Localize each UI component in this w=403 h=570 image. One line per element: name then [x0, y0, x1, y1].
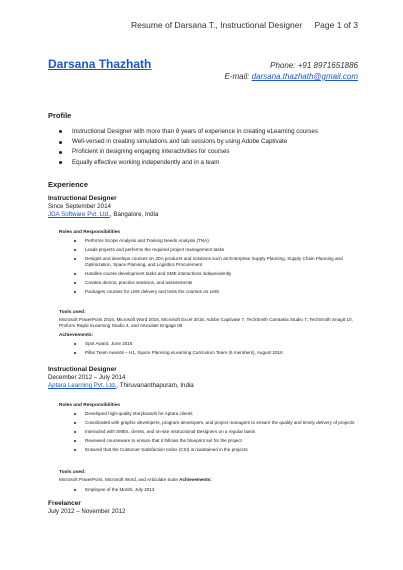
- tools-text: Microsoft PowerPoint, Microsoft Word, and Articulate Suite: [59, 477, 180, 482]
- list-item: Ensured that the Customer Satisfaction Index (CSI) is maintained in the projects: [59, 447, 359, 453]
- job-entry: [48, 500, 368, 516]
- tools-line: [59, 477, 359, 483]
- list-item: Well-versed in creating simulations and lab sessions by using Adobe Captivate: [48, 137, 368, 147]
- list-item: Equally effective working independently and in a team: [48, 158, 368, 168]
- email-line: [224, 71, 358, 82]
- job-dates: July 2012 – November 2012: [48, 508, 126, 515]
- roles-heading: Roles and Responsibilities: [59, 230, 121, 235]
- email-label: E-mail:: [224, 72, 250, 81]
- achievements-list: [59, 487, 359, 496]
- document-title: Resume of Darsana T., Instructional Designer: [131, 20, 303, 30]
- experience-heading: Experience: [48, 180, 89, 189]
- list-item: Pillar Team Awards – H1, Space Planning eLearning Curriculum Team (6 members), August 2016: [59, 350, 359, 356]
- page-number: Page 1 of 3: [314, 20, 358, 30]
- list-item: Spot Award, June 2016: [59, 341, 359, 347]
- job-entry: [48, 195, 368, 219]
- job-company-line: [48, 382, 368, 390]
- profile-list: [48, 127, 368, 168]
- company-link[interactable]: Aptara Learning Pvt. Ltd.: [48, 382, 117, 389]
- job-title: Freelancer: [48, 500, 81, 507]
- job-entry: [48, 366, 368, 390]
- list-item: Leads projects and performs the required project management tasks: [59, 247, 359, 253]
- email-link[interactable]: darsana.thazhath@gmail.com: [251, 72, 358, 81]
- job-location: , Bangalore, India: [109, 211, 159, 218]
- phone-number: Phone: +91 8971651886: [270, 61, 358, 70]
- list-item: Employee of the Month, July 2013: [59, 487, 359, 493]
- list-item: Packages courses for LMS delivery and tests the courses on LMS: [59, 289, 359, 295]
- tools-text: Microsoft PowerPoint 2016, Microsoft Word 2016, Microsoft Excel 2016, Adobe Captivate 7, TechSmith Camtasia Studio 7, TechSmith SnagIt 10, Proform Rapid eLearning Studio 4, and Articulate Engage 09: [59, 317, 353, 329]
- list-item: Handles course development tasks and SME interactions independently: [59, 271, 359, 277]
- list-item: Performs Scope Analysis and Training Needs Analysis (TNA): [59, 238, 359, 244]
- roles-list: [59, 238, 359, 298]
- list-item: Instructional Designer with more than 8 years of experience in creating eLearning courses: [48, 127, 368, 137]
- list-item: Developed high-quality storyboards for Aptara clients: [59, 411, 359, 417]
- job-company-line: [48, 211, 368, 219]
- job-title: Instructional Designer: [48, 366, 117, 373]
- achievements-heading: Achievements:: [179, 477, 212, 482]
- roles-list: [59, 411, 359, 455]
- list-item: Reviewed courseware to ensure that it follows the blueprint set for the project: [59, 438, 359, 444]
- tools-heading: Tools used:: [59, 470, 86, 475]
- job-title: Instructional Designer: [48, 195, 117, 202]
- list-item: Interacted with SMEs, clients, and on-site Instructional Designers on a regular basis: [59, 429, 359, 435]
- profile-heading: Profile: [48, 111, 72, 120]
- tools-heading: Tools used:: [59, 310, 86, 315]
- list-item: Designs and develops courses on JDA products and solutions such as Enterprise Supply Planning, Supply Chain Planning and Optimization, Space Planning, and Logistics Procurement: [59, 256, 359, 268]
- list-item: Creates demos, practice sessions, and assessments: [59, 280, 359, 286]
- candidate-name: Darsana Thazhath: [48, 57, 152, 71]
- list-item: Proficient in designing engaging interactivities for courses: [48, 147, 368, 157]
- achievements-list: [59, 341, 359, 359]
- company-link[interactable]: JDA Software Pvt. Ltd.: [48, 211, 110, 218]
- job-location: , Thiruvananthapuram, India: [116, 382, 194, 389]
- job-dates: December 2012 – July 2014: [48, 374, 126, 381]
- list-item: Coordinated with graphic developers, program developers, and project managers to ensure the quality and timely delivery of projects: [59, 420, 359, 426]
- achievements-heading: Achievements:: [59, 333, 94, 338]
- page-header: [0, 20, 403, 34]
- job-dates: Since September 2014: [48, 203, 111, 210]
- roles-heading: Roles and Responsibilities: [59, 403, 121, 408]
- contact-block: [224, 60, 358, 82]
